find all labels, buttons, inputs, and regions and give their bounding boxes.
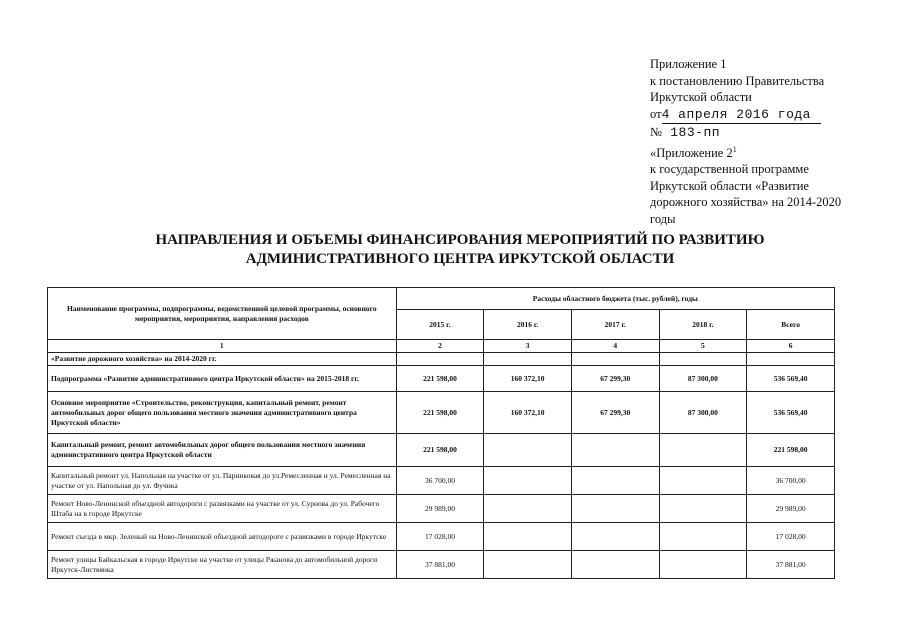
value-2015: 36 700,00 bbox=[396, 467, 484, 495]
value-total bbox=[747, 353, 835, 366]
value-2017 bbox=[571, 434, 659, 467]
value-total: 536 569,40 bbox=[747, 392, 835, 434]
value-2018 bbox=[659, 353, 747, 366]
value-total: 37 881,00 bbox=[747, 551, 835, 579]
value-2018 bbox=[659, 551, 747, 579]
value-2017 bbox=[571, 467, 659, 495]
value-2017 bbox=[571, 551, 659, 579]
value-2015 bbox=[396, 353, 484, 366]
value-2015: 221 598,00 bbox=[396, 366, 484, 392]
table-row bbox=[48, 523, 835, 551]
annex-date-line bbox=[650, 106, 895, 125]
annex-line-7: к государственной программе bbox=[650, 162, 809, 177]
value-2016 bbox=[484, 467, 572, 495]
table-row bbox=[48, 495, 835, 523]
row-name: Ремонт улицы Байкальская в городе Иркутске на участке от улицы Ржанова до автомобильной дороги Иркутск-Листвянка bbox=[48, 551, 397, 579]
annex-line-2: к постановлению Правительства bbox=[650, 73, 825, 88]
value-2016 bbox=[484, 495, 572, 523]
column-index: 3 bbox=[484, 340, 572, 353]
value-2015: 221 598,00 bbox=[396, 392, 484, 434]
value-2015: 37 881,00 bbox=[396, 551, 484, 579]
header-year-2017: 2017 г. bbox=[571, 310, 659, 340]
row-name: Ремонт Ново-Ленинской объездной автодороги с развязками на участке от ул. Сурнова до ул. Рабочего Штаба на в городе Иркутске bbox=[48, 495, 397, 523]
value-2017 bbox=[571, 353, 659, 366]
annex-line-10: годы bbox=[650, 211, 676, 226]
header-year-2015: 2015 г. bbox=[396, 310, 484, 340]
annex-number-prefix: № bbox=[650, 125, 662, 139]
column-index: 1 bbox=[48, 340, 397, 353]
table-row bbox=[48, 434, 835, 467]
row-name: Капитальный ремонт, ремонт автомобильных дорог общего пользования местного значения административного центра Иркутской области bbox=[48, 434, 397, 467]
value-2018 bbox=[659, 467, 747, 495]
annex-block bbox=[650, 56, 895, 227]
header-name-column: Наименование программы, подпрограммы, ведомственной целевой программы, основного мероприятия, мероприятия, направления расходов bbox=[48, 288, 397, 340]
annex-line-1: Приложение 1 bbox=[650, 57, 727, 71]
header-year-2018: 2018 г. bbox=[659, 310, 747, 340]
header-expenses-group: Расходы областного бюджета (тыс. рублей), годы bbox=[396, 288, 834, 310]
annex-line-6 bbox=[650, 142, 895, 162]
value-2016 bbox=[484, 434, 572, 467]
document-title-line-2: АДМИНИСТРАТИВНОГО ЦЕНТРА ИРКУТСКОЙ ОБЛАСТИ bbox=[245, 251, 675, 267]
annex-line-9: дорожного хозяйства» на 2014-2020 bbox=[650, 195, 842, 210]
value-total: 29 989,00 bbox=[747, 495, 835, 523]
annex-line-6-text: «Приложение 2 bbox=[650, 145, 733, 160]
document-title-line-1: НАПРАВЛЕНИЯ И ОБЪЕМЫ ФИНАНСИРОВАНИЯ МЕРОПРИЯТИЙ ПО РАЗВИТИЮ bbox=[155, 232, 765, 248]
financing-table bbox=[47, 287, 835, 579]
table-row bbox=[48, 467, 835, 495]
value-2017 bbox=[571, 523, 659, 551]
annex-date-prefix: от bbox=[650, 106, 662, 121]
value-2016: 160 372,10 bbox=[484, 366, 572, 392]
annex-line-8: Иркутской области «Развитие bbox=[650, 178, 809, 193]
value-2015: 221 598,00 bbox=[396, 434, 484, 467]
annex-date-value: 4 апреля 2016 года bbox=[662, 107, 821, 125]
value-2018 bbox=[659, 523, 747, 551]
value-2015: 29 989,00 bbox=[396, 495, 484, 523]
value-total: 536 569,40 bbox=[747, 366, 835, 392]
table-row bbox=[48, 551, 835, 579]
table-row bbox=[48, 353, 835, 366]
header-year-2016: 2016 г. bbox=[484, 310, 572, 340]
value-total: 36 700,00 bbox=[747, 467, 835, 495]
value-2016 bbox=[484, 353, 572, 366]
column-index-row bbox=[48, 340, 835, 353]
value-2015: 17 028,00 bbox=[396, 523, 484, 551]
annex-line-6-sup: 1 bbox=[732, 144, 737, 154]
value-2017: 67 299,30 bbox=[571, 392, 659, 434]
value-2018 bbox=[659, 434, 747, 467]
row-name: Основное мероприятие «Строительство, реконструкция, капитальный ремонт, ремонт автомобильных дорог общего пользования местного значения административного центра Иркутской области» bbox=[48, 392, 397, 434]
row-name: Ремонт съезда в мкр. Зеленый на Ново-Ленинской объездной автодороге с развязками в городе Иркутске bbox=[48, 523, 397, 551]
row-name: Капитальный ремонт ул. Напольная на участке от ул. Парниковая до ул.Ремесленная и ул. Ремесленная на участке от ул. Напольная до ул. Фучика bbox=[48, 467, 397, 495]
table-row bbox=[48, 366, 835, 392]
annex-line-3: Иркутской области bbox=[650, 90, 752, 104]
table-row bbox=[48, 392, 835, 434]
value-total: 17 028,00 bbox=[747, 523, 835, 551]
value-2017: 67 299,30 bbox=[571, 366, 659, 392]
column-index: 2 bbox=[396, 340, 484, 353]
row-name: Подпрограмма «Развитие административного центра Иркутской области» на 2015-2018 гг. bbox=[48, 366, 397, 392]
value-2018: 87 300,00 bbox=[659, 366, 747, 392]
row-name: «Развитие дорожного хозяйства» на 2014-2020 гг. bbox=[48, 353, 397, 366]
value-2018: 87 300,00 bbox=[659, 392, 747, 434]
value-2018 bbox=[659, 495, 747, 523]
value-total: 221 598,00 bbox=[747, 434, 835, 467]
document-title bbox=[80, 231, 840, 269]
annex-number-line bbox=[650, 124, 895, 142]
value-2016: 160 372,10 bbox=[484, 392, 572, 434]
value-2017 bbox=[571, 495, 659, 523]
column-index: 4 bbox=[571, 340, 659, 353]
column-index: 5 bbox=[659, 340, 747, 353]
value-2016 bbox=[484, 523, 572, 551]
column-index: 6 bbox=[747, 340, 835, 353]
annex-number-value: 183-пп bbox=[661, 125, 721, 140]
value-2016 bbox=[484, 551, 572, 579]
header-total: Всего bbox=[747, 310, 835, 340]
